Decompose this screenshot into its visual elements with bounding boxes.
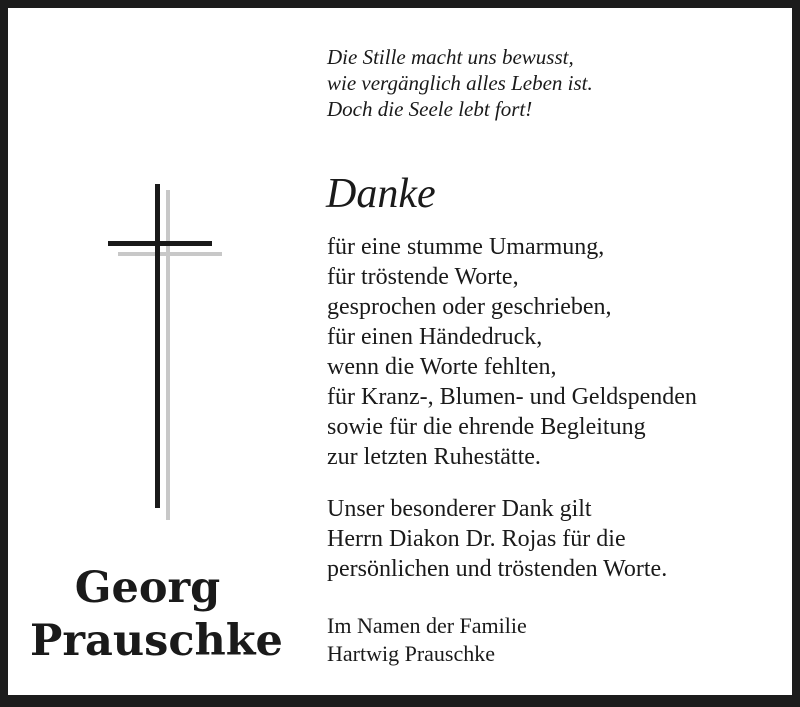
special-thanks-line: Herrn Diakon Dr. Rojas für die <box>327 526 626 552</box>
deceased-last-name: Prauschke <box>30 616 283 666</box>
signature-block <box>327 612 527 668</box>
thanks-line: für einen Händedruck, <box>327 324 543 350</box>
deceased-name <box>30 562 283 668</box>
special-thanks-line: persönlichen und tröstenden Worte. <box>327 556 668 582</box>
cross-vertical <box>155 184 160 508</box>
special-thanks <box>327 494 667 584</box>
thanks-line: für Kranz-, Blumen- und Geldspenden <box>327 384 697 410</box>
cross-shadow-vertical <box>166 190 170 520</box>
cross-shadow-horizontal <box>118 252 222 256</box>
thanks-line: wenn die Worte fehlten, <box>327 354 557 380</box>
thanks-line: gesprochen oder geschrieben, <box>327 294 612 320</box>
motto-line: Doch die Seele lebt fort! <box>327 97 533 121</box>
motto-line: Die Stille macht uns bewusst, <box>327 45 574 69</box>
thanks-line: für tröstende Worte, <box>327 264 519 290</box>
thanks-line: zur letzten Ruhestätte. <box>327 444 541 470</box>
deceased-first-name: Georg <box>74 563 221 613</box>
signature-line: Hartwig Prauschke <box>327 641 496 666</box>
cross-horizontal <box>108 241 212 246</box>
thanks-line: sowie für die ehrende Begleitung <box>327 414 646 440</box>
heading-danke: Danke <box>326 171 436 217</box>
cross-icon <box>100 180 230 525</box>
thanks-list <box>327 232 697 472</box>
motto-line: wie vergänglich alles Leben ist. <box>327 71 593 95</box>
motto-verse <box>327 44 593 122</box>
special-thanks-line: Unser besonderer Dank gilt <box>327 496 592 522</box>
signature-line: Im Namen der Familie <box>327 613 527 638</box>
thanks-line: für eine stumme Umarmung, <box>327 234 605 260</box>
